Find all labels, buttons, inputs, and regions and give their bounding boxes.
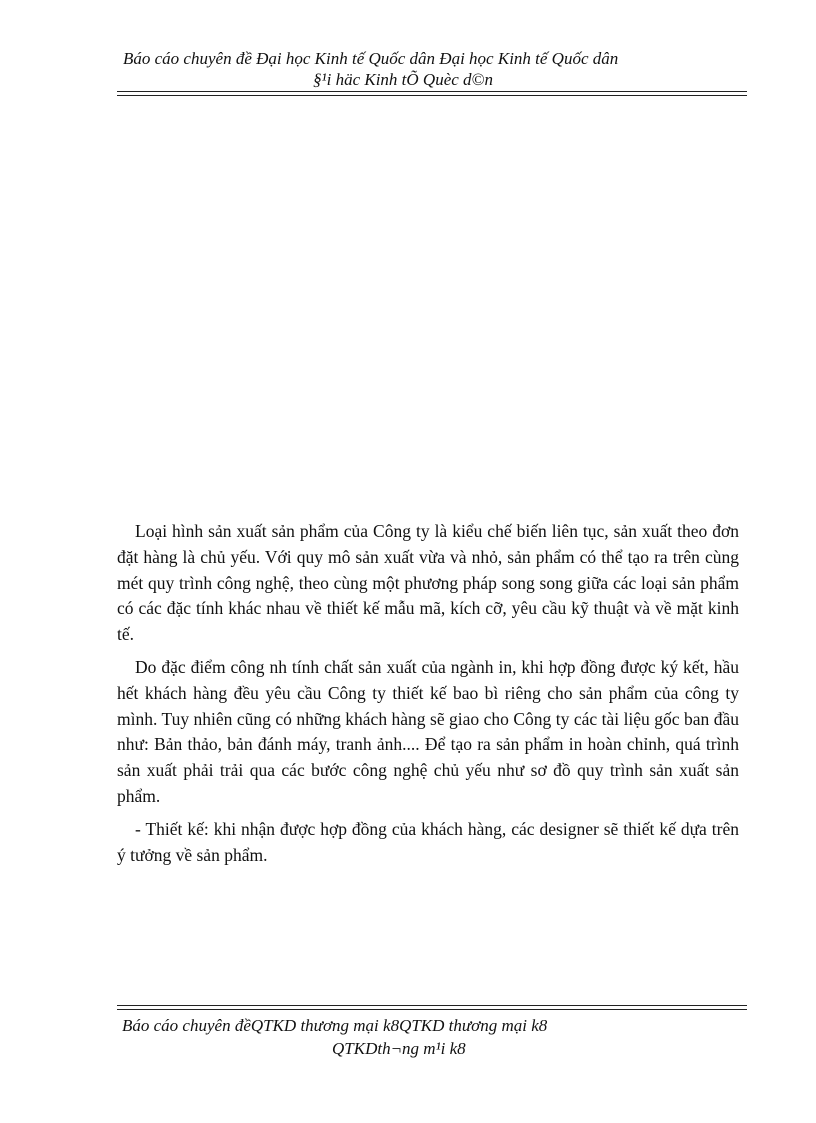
document-body bbox=[117, 519, 739, 875]
header-title: Báo cáo chuyên đề Đại học Kinh tế Quốc dân Đại học Kinh tế Quốc dân bbox=[123, 49, 619, 68]
header-subtitle: §¹i häc Kinh tÕ Quèc d©n bbox=[313, 70, 493, 89]
paragraph-design-step: - Thiết kế: khi nhận được hợp đồng của khách hàng, các designer sẽ thiết kế dựa trên ý tưởng về sản phẩm. bbox=[117, 818, 739, 865]
footer-divider bbox=[117, 1005, 747, 1010]
footer-subtitle: QTKDth¬ng m¹i k8 bbox=[332, 1039, 466, 1058]
footer-title: Báo cáo chuyên đềQTKD thương mại k8QTKD thương mại k8 bbox=[122, 1016, 548, 1035]
paragraph-process-description: Do đặc điểm công nh tính chất sản xuất của ngành in, khi hợp đồng được ký kết, hầu hết khách hàng đều yêu cầu Công ty thiết kế bao bì riêng cho sản phẩm của công ty mình. Tuy nhiên cũng có những khách hàng sẽ giao cho Công ty các tài liệu gốc ban đầu như: Bản thảo, bản đánh máy, tranh ảnh.... Để tạo ra sản phẩm in hoàn chỉnh, quá trình sản xuất phải trải qua các bước công nghệ chủ yếu như sơ đồ quy trình sản xuất sản phẩm. bbox=[117, 656, 739, 806]
paragraph-production-type: Loại hình sản xuất sản phẩm của Công ty là kiểu chế biến liên tục, sản xuất theo đơn đặt hàng là chủ yếu. Với quy mô sản xuất vừa và nhỏ, sản phẩm có thể tạo ra trên cùng mét quy trình công nghệ, theo cùng một phương pháp song song giữa các loại sản phẩm có các đặc tính khác nhau về thiết kế mẫu mã, kích cỡ, yêu cầu kỹ thuật và về mặt kinh tế. bbox=[117, 521, 739, 645]
page-header bbox=[117, 48, 747, 90]
page-footer bbox=[117, 1014, 747, 1060]
header-divider bbox=[117, 91, 747, 96]
